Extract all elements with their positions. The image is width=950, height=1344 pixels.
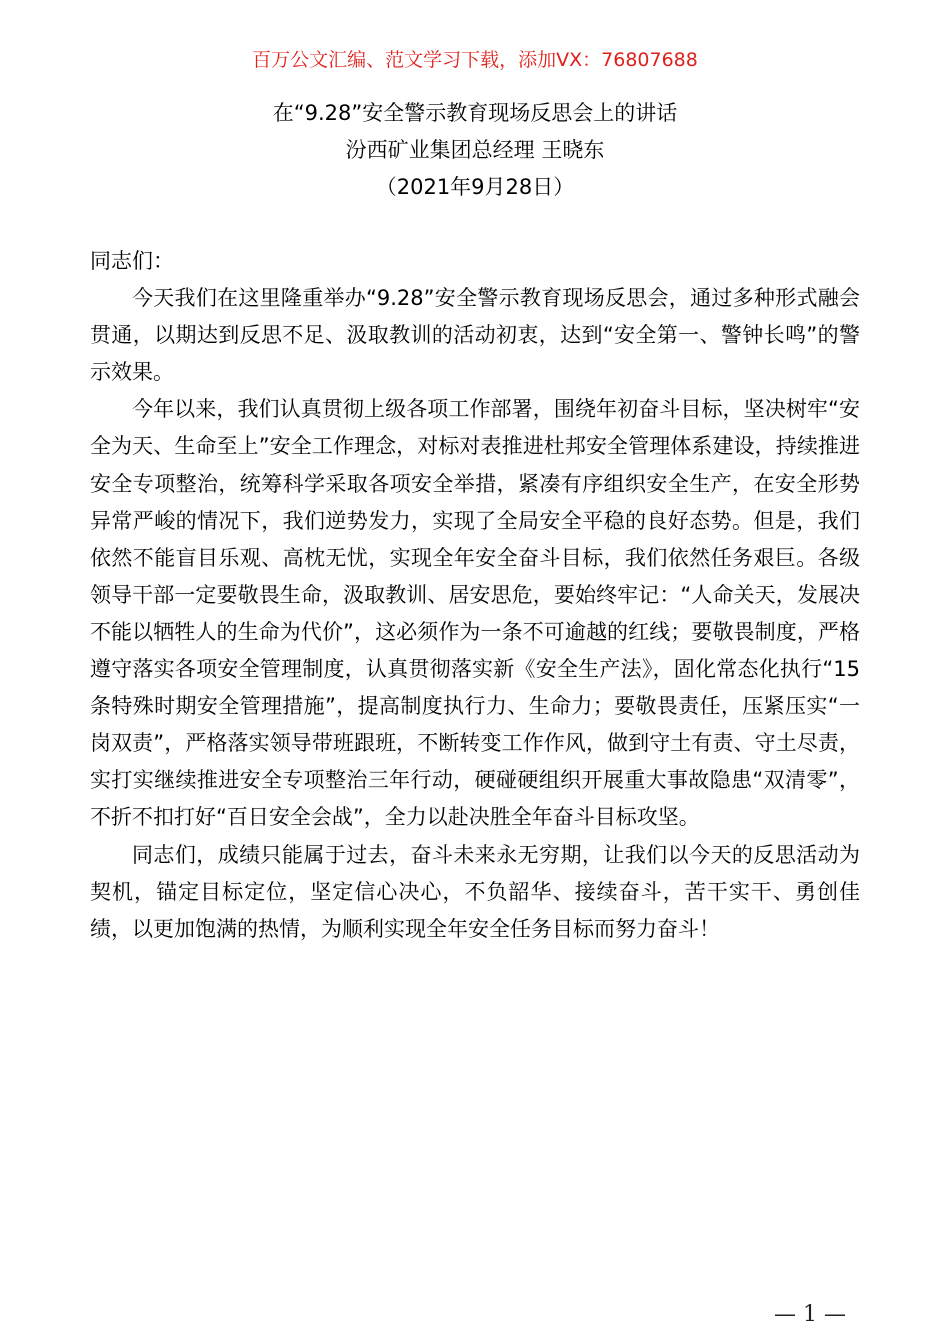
watermark-banner: 百万公文汇编、范文学习下载，添加VX：76807688 xyxy=(252,49,698,71)
document-title: 在“9.28”安全警示教育现场反思会上的讲话 xyxy=(272,101,678,125)
document-date: （2021年9月28日） xyxy=(375,175,575,199)
body-paragraph-3: 同志们，成绩只能属于过去，奋斗未来永无穷期，让我们以今天的反思活动为契机，锚定目标定位，坚定信心决心，不负韶华、接续奋斗，苦干实干、勇创佳绩，以更加饱满的热情，为顺利实现全年安全任务目标而努力奋斗！ xyxy=(90,842,860,941)
page-number: — 1 — xyxy=(774,1302,846,1327)
document-body xyxy=(90,243,860,948)
salutation: 同志们： xyxy=(90,249,174,273)
body-paragraph-2: 今年以来，我们认真贯彻上级各项工作部署，围绕年初奋斗目标，坚决树牢“安全为天、生命至上”安全工作理念，对标对表推进杜邦安全管理体系建设，持续推进安全专项整治，统筹科学采取各项安全举措，紧凑有序组织安全生产，在安全形势异常严峻的情况下，我们逆势发力，实现了全局安全平稳的良好态势。但是，我们依然不能盲目乐观、高枕无忧，实现全年安全奋斗目标，我们依然任务艰巨。各级领导干部一定要敬畏生命，汲取教训、居安思危，要始终牢记：“人命关天，发展决不能以牺牲人的生命为代价”，这必须作为一条不可逾越的红线；要敬畏制度，严格遵守落实各项安全管理制度，认真贯彻落实新《安全生产法》，固化常态化执行“15条特殊时期安全管理措施”，提高制度执行力、生命力；要敬畏责任，压紧压实“一岗双责”，严格落实领导带班跟班，不断转变工作作风，做到守土有责、守土尽责，实打实继续推进安全专项整治三年行动，硬碰硬组织开展重大事故隐患“双清零”，不折不扣打好“百日安全会战”，全力以赴决胜全年奋斗目标攻坚。 xyxy=(90,397,860,830)
body-paragraph-1: 今天我们在这里隆重举办“9.28”安全警示教育现场反思会，通过多种形式融会贯通，以期达到反思不足、汲取教训的活动初衷，达到“安全第一、警钟长鸣”的警示效果。 xyxy=(90,286,860,385)
document-author: 汾西矿业集团总经理 王晓东 xyxy=(345,138,605,162)
